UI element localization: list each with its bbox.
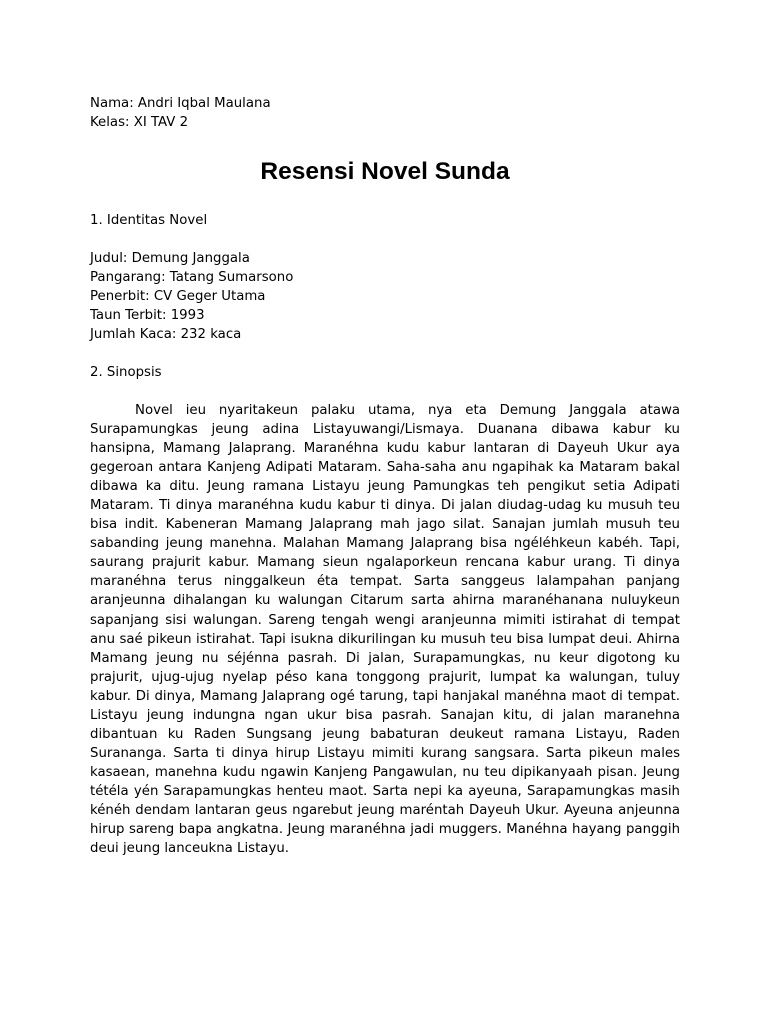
- synopsis-line: Mataram. Ti dinya maranéhna kudu kabur ti dinya. Di jalan diudag-udag ku musuh teu: [90, 498, 680, 514]
- identity-title: Judul: Demung Janggala: [90, 251, 250, 266]
- synopsis-line: kabur. Di dinya, Mamang Jalaprang ogé tarung, tapi hanjakal manéhna maot di tempat.: [90, 688, 680, 704]
- student-name: Nama: Andri Iqbal Maulana: [90, 96, 271, 111]
- document-page: [90, 94, 690, 858]
- synopsis-line: aranjeunna dihalangan ku walungan Citarum sarta ahirna maranéhanana nuluykeun: [90, 593, 680, 609]
- identity-publisher: Penerbit: CV Geger Utama: [90, 289, 266, 304]
- section-heading-synopsis: 2. Sinopsis: [90, 365, 162, 380]
- synopsis-line: kénéh dendam lantaran geus ngarebut jeung maréntah Dayeuh Ukur. Ayeuna anjeunna: [90, 802, 680, 818]
- novel-identity-list: [90, 249, 690, 344]
- synopsis-line: Surananga. Sarta ti dinya hirup Listayu mimiti kurang sangsara. Sarta pikeun males: [90, 745, 680, 761]
- identity-pages: Jumlah Kaca: 232 kaca: [90, 327, 242, 342]
- synopsis-line: sapanjang sisi walungan. Sareng tengah wengi aranjeunna mimiti istirahat di tempat: [90, 612, 680, 628]
- synopsis-line: Mamang jeung nu séjénna pasrah. Di jalan, Surapamungkas, nu keur digotong ku: [90, 650, 680, 666]
- synopsis-line: tétéla yén Sarapamungkas henteu maot. Sarta nepi ka ayeuna, Sarapamungkas masih: [90, 783, 680, 799]
- synopsis-line: Listayu jeung indungna ngan ukur bisa pasrah. Sanajan kitu, di jalan maranehna: [90, 707, 680, 723]
- synopsis-line: Novel ieu nyaritakeun palaku utama, nya eta Demung Janggala atawa: [135, 403, 680, 418]
- synopsis-line: sabanding jeung manehna. Malahan Mamang Jalaprang bisa ngéléhkeun kabéh. Tapi,: [90, 536, 680, 552]
- student-class: Kelas: XI TAV 2: [90, 115, 189, 130]
- synopsis-line: saurang prajurit kabur. Mamang sieun ngalaporkeun rencana kabur urang. Ti dinya: [90, 555, 680, 571]
- synopsis-line: bisa indit. Kabeneran Mamang Jalaprang mah jago silat. Sanajan jumlah musuh teu: [90, 517, 680, 533]
- spacer: [90, 344, 690, 363]
- synopsis-line: maranéhna terus ninggalkeun éta tempat. Sarta sanggeus lalampahan panjang: [90, 574, 680, 590]
- synopsis-line: gegeroan antara Kanjeng Adipati Mataram. Saha-saha anu ngapihak ka Mataram bakal: [90, 460, 680, 476]
- identity-year: Taun Terbit: 1993: [90, 308, 205, 323]
- synopsis-line: dibantuan ku Raden Sungsang jeung babaturan deukeut ramana Listayu, Raden: [90, 726, 680, 742]
- synopsis-line: prajurit, ujug-ujug nyelap péso kana tonggong prajurit, lumpat ka walungan, tuluy: [90, 669, 680, 685]
- synopsis-line: Surapamungkas jeung adina Listayuwangi/Lismaya. Duanana dibawa kabur ku: [90, 422, 680, 438]
- synopsis-line: hansipna, Mamang Jalaprang. Maranéhna kudu kabur lantaran di Dayeuh Ukur aya: [90, 441, 680, 457]
- synopsis-line: kasaean, manehna kudu ngawin Kanjeng Pangawulan, nu teu dipikanyaah pisan. Jeung: [90, 764, 680, 780]
- spacer: [90, 230, 690, 249]
- spacer: [90, 382, 690, 401]
- synopsis-line: dibawa ka ditu. Jeung ramana Listayu jeung Pamungkas teh pengikut setia Adipati: [90, 479, 680, 495]
- synopsis-line: hirup sareng bapa angkatna. Jeung maranéhna jadi muggers. Manéhna hayang panggih: [90, 822, 680, 838]
- section-heading-identity: 1. Identitas Novel: [90, 213, 208, 228]
- synopsis-line: deui jeung lanceukna Listayu.: [90, 841, 289, 857]
- synopsis-line: anu saé pikeun istirahat. Tapi isukna dikurilingan ku musuh teu bisa lumpat deui. Ahirna: [90, 631, 680, 647]
- document-title: Resensi Novel Sunda: [260, 158, 510, 185]
- synopsis-paragraph: [90, 401, 680, 858]
- identity-author: Pangarang: Tatang Sumarsono: [90, 270, 294, 285]
